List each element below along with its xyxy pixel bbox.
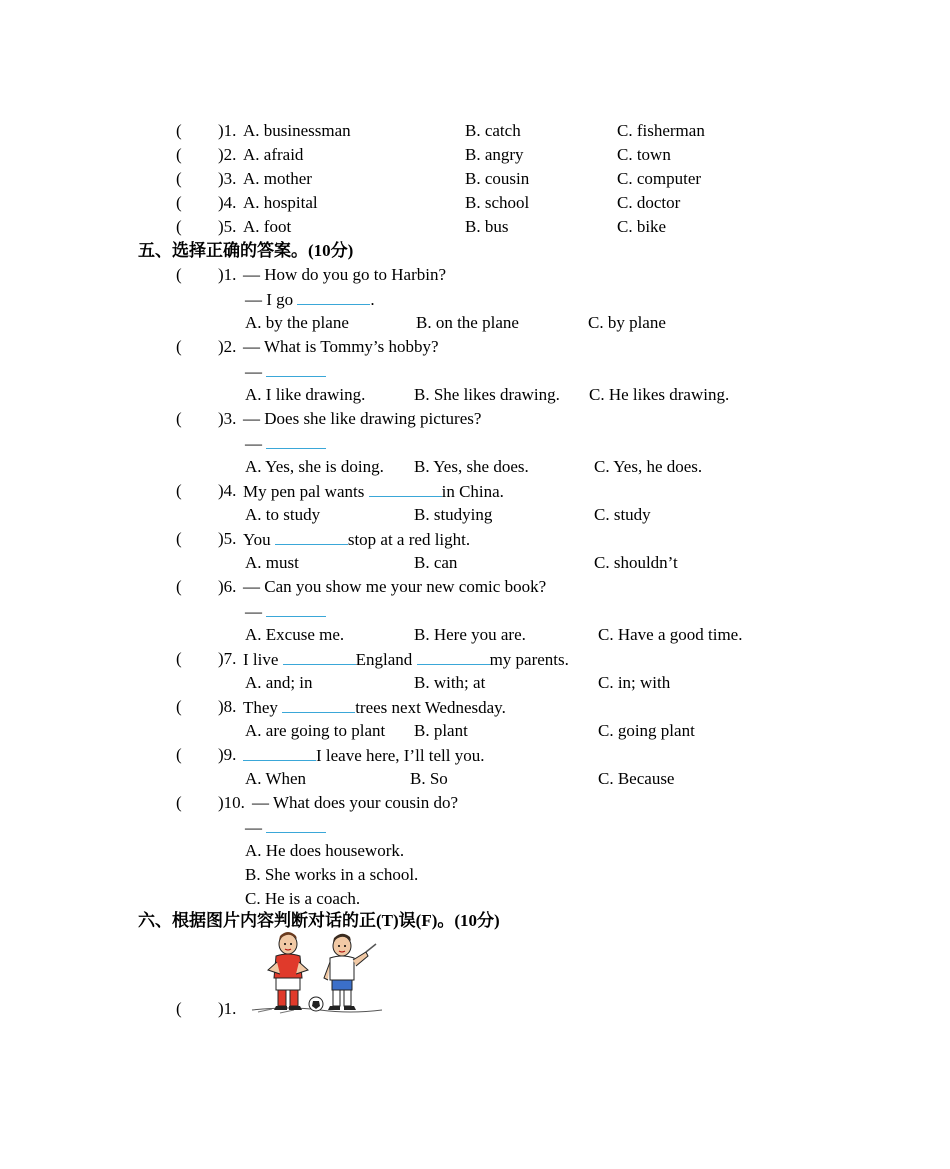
option-b: B. Yes, she does. [414, 457, 529, 476]
stem-before-blank: You [243, 530, 271, 549]
answer-line [245, 816, 326, 838]
option-b: B. school [465, 193, 530, 212]
answer-paren: ( [176, 649, 182, 668]
answer-paren: ( [176, 745, 182, 764]
option-c: C. doctor [617, 193, 681, 212]
option-b: B. can [414, 553, 458, 572]
option-c: C. Because [598, 769, 675, 788]
question-number: )5. [218, 529, 237, 548]
question-number: )1. [218, 999, 237, 1018]
stem-before-blank: They [243, 698, 278, 717]
option-a: A. businessman [243, 121, 351, 140]
option-a: A. hospital [243, 193, 318, 212]
fill-blank[interactable] [297, 288, 370, 305]
option-a: A. afraid [243, 145, 304, 164]
option-b: B. She works in a school. [245, 865, 419, 884]
option-a: A. Excuse me. [245, 625, 345, 644]
answer-line [245, 432, 326, 454]
option-b: B. catch [465, 121, 521, 140]
question-stem [243, 744, 485, 766]
answer-paren: ( [176, 169, 182, 188]
answer-paren: ( [176, 217, 182, 236]
answer-line [245, 600, 326, 622]
option-c: C. town [617, 145, 671, 164]
answer-paren: ( [176, 529, 182, 548]
answer-prefix: — [245, 818, 262, 837]
question-stem [243, 648, 569, 670]
option-a: A. When [245, 769, 307, 788]
answer-paren: ( [176, 337, 182, 356]
option-a: A. by the plane [245, 313, 349, 332]
question-stem [243, 696, 506, 718]
option-c: C. study [594, 505, 651, 524]
option-c: C. computer [617, 169, 702, 188]
answer-paren: ( [176, 481, 182, 500]
question-number: )9. [218, 745, 237, 764]
fill-blank[interactable] [266, 600, 326, 617]
option-a: A. are going to plant [245, 721, 386, 740]
option-c: C. Yes, he does. [594, 457, 703, 476]
option-c: C. He is a coach. [245, 889, 361, 908]
fill-blank-2[interactable] [417, 648, 490, 665]
section-six-heading: 六、根据图片内容判断对话的正(T)误(F)。(10分) [138, 911, 500, 930]
stem-before-blank: My pen pal wants [243, 482, 365, 501]
option-b: B. studying [414, 505, 493, 524]
stem-after-blank: I leave here, I’ll tell you. [316, 746, 485, 765]
question-stem: — What is Tommy’s hobby? [243, 337, 439, 356]
option-b: B. plant [414, 721, 468, 740]
answer-prefix: — [245, 434, 262, 453]
option-b: B. on the plane [416, 313, 519, 332]
stem-before-blank: I live [243, 650, 279, 669]
option-b: B. angry [465, 145, 524, 164]
question-stem: — Does she like drawing pictures? [243, 409, 482, 428]
fill-blank[interactable] [275, 528, 348, 545]
option-c: C. by plane [588, 313, 666, 332]
question-stem: — How do you go to Harbin? [243, 265, 447, 284]
answer-paren: ( [176, 121, 182, 140]
question-stem: — Can you show me your new comic book? [243, 577, 547, 596]
option-b: B. cousin [465, 169, 530, 188]
option-c: C. shouldn’t [594, 553, 678, 572]
question-stem [243, 480, 504, 502]
option-c: C. in; with [598, 673, 671, 692]
item-number: )4. [218, 193, 237, 212]
question-number: )8. [218, 697, 237, 716]
answer-paren: ( [176, 793, 182, 812]
item-number: )3. [218, 169, 237, 188]
option-c: C. bike [617, 217, 667, 236]
answer-paren: ( [176, 193, 182, 212]
question-number: )4. [218, 481, 237, 500]
option-b: B. with; at [414, 673, 486, 692]
fill-blank[interactable] [266, 816, 326, 833]
option-a: A. and; in [245, 673, 313, 692]
option-c: C. fisherman [617, 121, 705, 140]
fill-blank-1[interactable] [283, 648, 356, 665]
answer-paren: ( [176, 577, 182, 596]
section-five-heading: 五、选择正确的答案。(10分) [138, 241, 354, 260]
option-a: A. to study [245, 505, 321, 524]
item-number: )2. [218, 145, 237, 164]
question-number: )6. [218, 577, 237, 596]
option-c: C. going plant [598, 721, 695, 740]
question-number: )2. [218, 337, 237, 356]
stem-after-blank: in China. [441, 482, 504, 501]
answer-prefix: — [245, 602, 262, 621]
option-c: C. He likes drawing. [589, 385, 730, 404]
option-a: A. Yes, she is doing. [245, 457, 384, 476]
question-number: )10. [218, 793, 245, 812]
question-number: )1. [218, 265, 237, 284]
stem-after-blank: stop at a red light. [347, 530, 471, 549]
question-number: )3. [218, 409, 237, 428]
fill-blank[interactable] [369, 480, 442, 497]
option-a: A. foot [243, 217, 292, 236]
option-a: A. mother [243, 169, 312, 188]
answer-paren: ( [176, 145, 182, 164]
option-c: C. Have a good time. [598, 625, 743, 644]
stem-after-blank: trees next Wednesday. [355, 698, 506, 717]
answer-line [245, 360, 326, 382]
answer-prefix: — [245, 362, 262, 381]
answer-prefix: — I go [245, 290, 294, 309]
fill-blank[interactable] [282, 696, 355, 713]
option-a: A. He does housework. [245, 841, 405, 860]
option-a: A. I like drawing. [245, 385, 366, 404]
item-number: )5. [218, 217, 237, 236]
answer-paren: ( [176, 697, 182, 716]
fill-blank[interactable] [266, 432, 326, 449]
item-number: )1. [218, 121, 237, 140]
option-a: A. must [245, 553, 299, 572]
answer-paren: ( [176, 265, 182, 284]
fill-blank[interactable] [243, 744, 316, 761]
answer-suffix: . [370, 290, 375, 309]
answer-paren: ( [176, 409, 182, 428]
option-b: B. So [410, 769, 448, 788]
answer-line [245, 288, 375, 310]
stem-middle: England [355, 650, 413, 669]
two-boys-soccer-picture [250, 930, 384, 1014]
answer-paren: ( [176, 999, 182, 1018]
option-b: B. bus [465, 217, 509, 236]
question-number: )7. [218, 649, 237, 668]
option-b: B. Here you are. [414, 625, 526, 644]
question-stem: — What does your cousin do? [252, 793, 459, 812]
stem-after-blank: my parents. [489, 650, 569, 669]
question-stem [243, 528, 470, 550]
option-b: B. She likes drawing. [414, 385, 560, 404]
fill-blank[interactable] [266, 360, 326, 377]
